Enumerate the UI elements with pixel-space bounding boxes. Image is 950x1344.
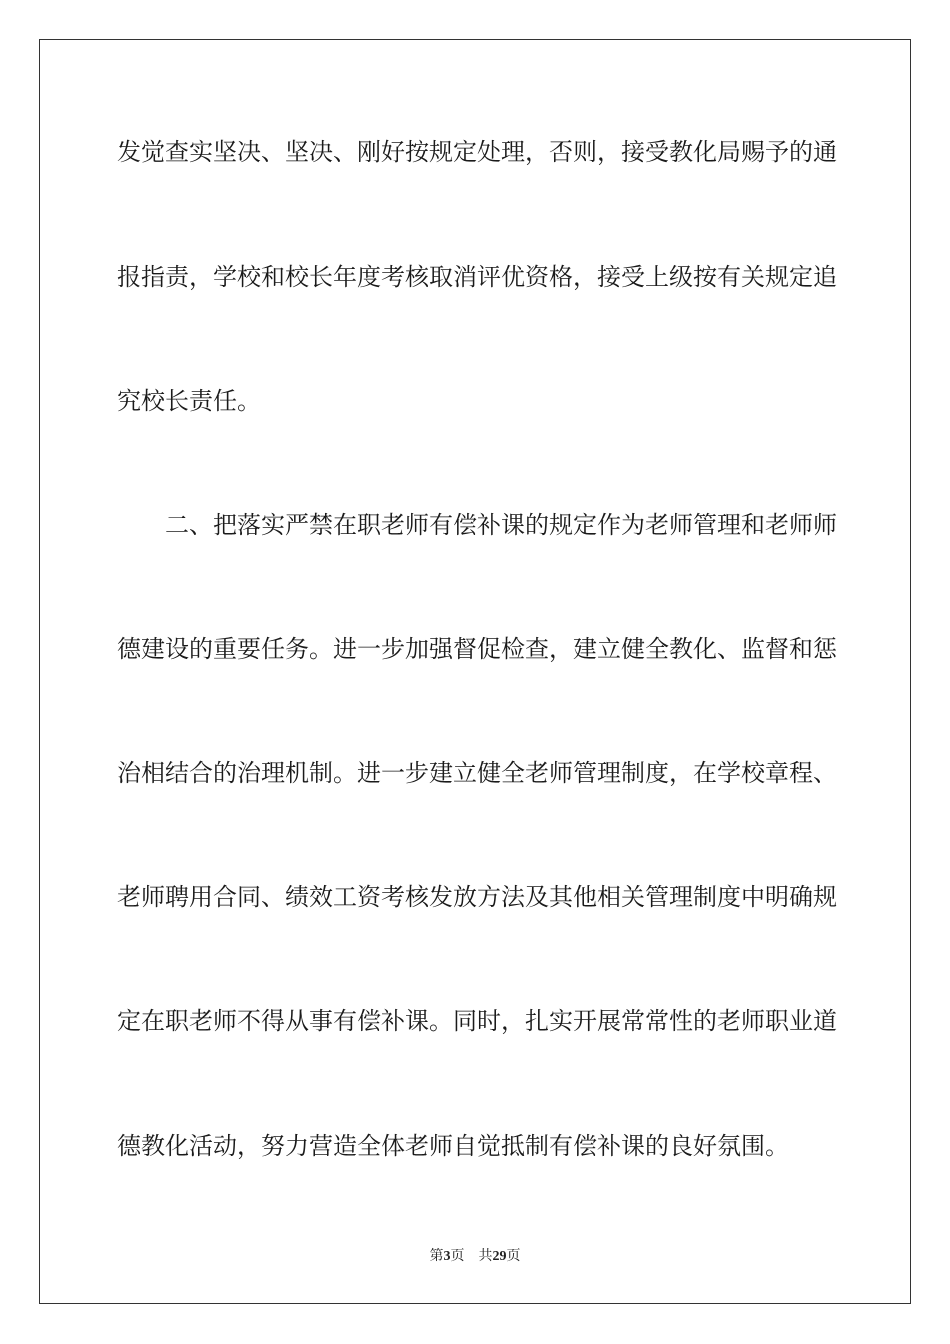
body-line-7: 老师聘用合同、绩效工资考核发放方法及其他相关管理制度中明确规: [117, 883, 837, 911]
body-line-8: 定在职老师不得从事有偿补课。同时，扎实开展常常性的老师职业道: [117, 1007, 837, 1035]
body-line-2: 报指责，学校和校长年度考核取消评优资格，接受上级按有关规定追: [117, 263, 837, 291]
body-line-6: 治相结合的治理机制。进一步建立健全老师管理制度，在学校章程、: [117, 759, 837, 787]
total-pages-number: 29: [492, 1249, 507, 1264]
current-page-number: 3: [443, 1249, 451, 1264]
body-line-5: 德建设的重要任务。进一步加强督促检查，建立健全教化、监督和惩: [117, 635, 837, 663]
page-prefix: 第: [429, 1248, 444, 1264]
body-line-3: 究校长责任。: [117, 387, 261, 415]
body-line-9: 德教化活动，努力营造全体老师自觉抵制有偿补课的良好氛围。: [117, 1132, 789, 1160]
page-border: [39, 39, 911, 1304]
page-footer: [0, 1246, 950, 1267]
page-suffix: 页: [450, 1248, 465, 1264]
body-line-4: 二、把落实严禁在职老师有偿补课的规定作为老师管理和老师师: [165, 511, 837, 539]
body-line-1: 发觉查实坚决、坚决、刚好按规定处理，否则，接受教化局赐予的通: [117, 138, 837, 166]
total-prefix: 共: [478, 1248, 493, 1264]
total-suffix: 页: [506, 1248, 521, 1264]
